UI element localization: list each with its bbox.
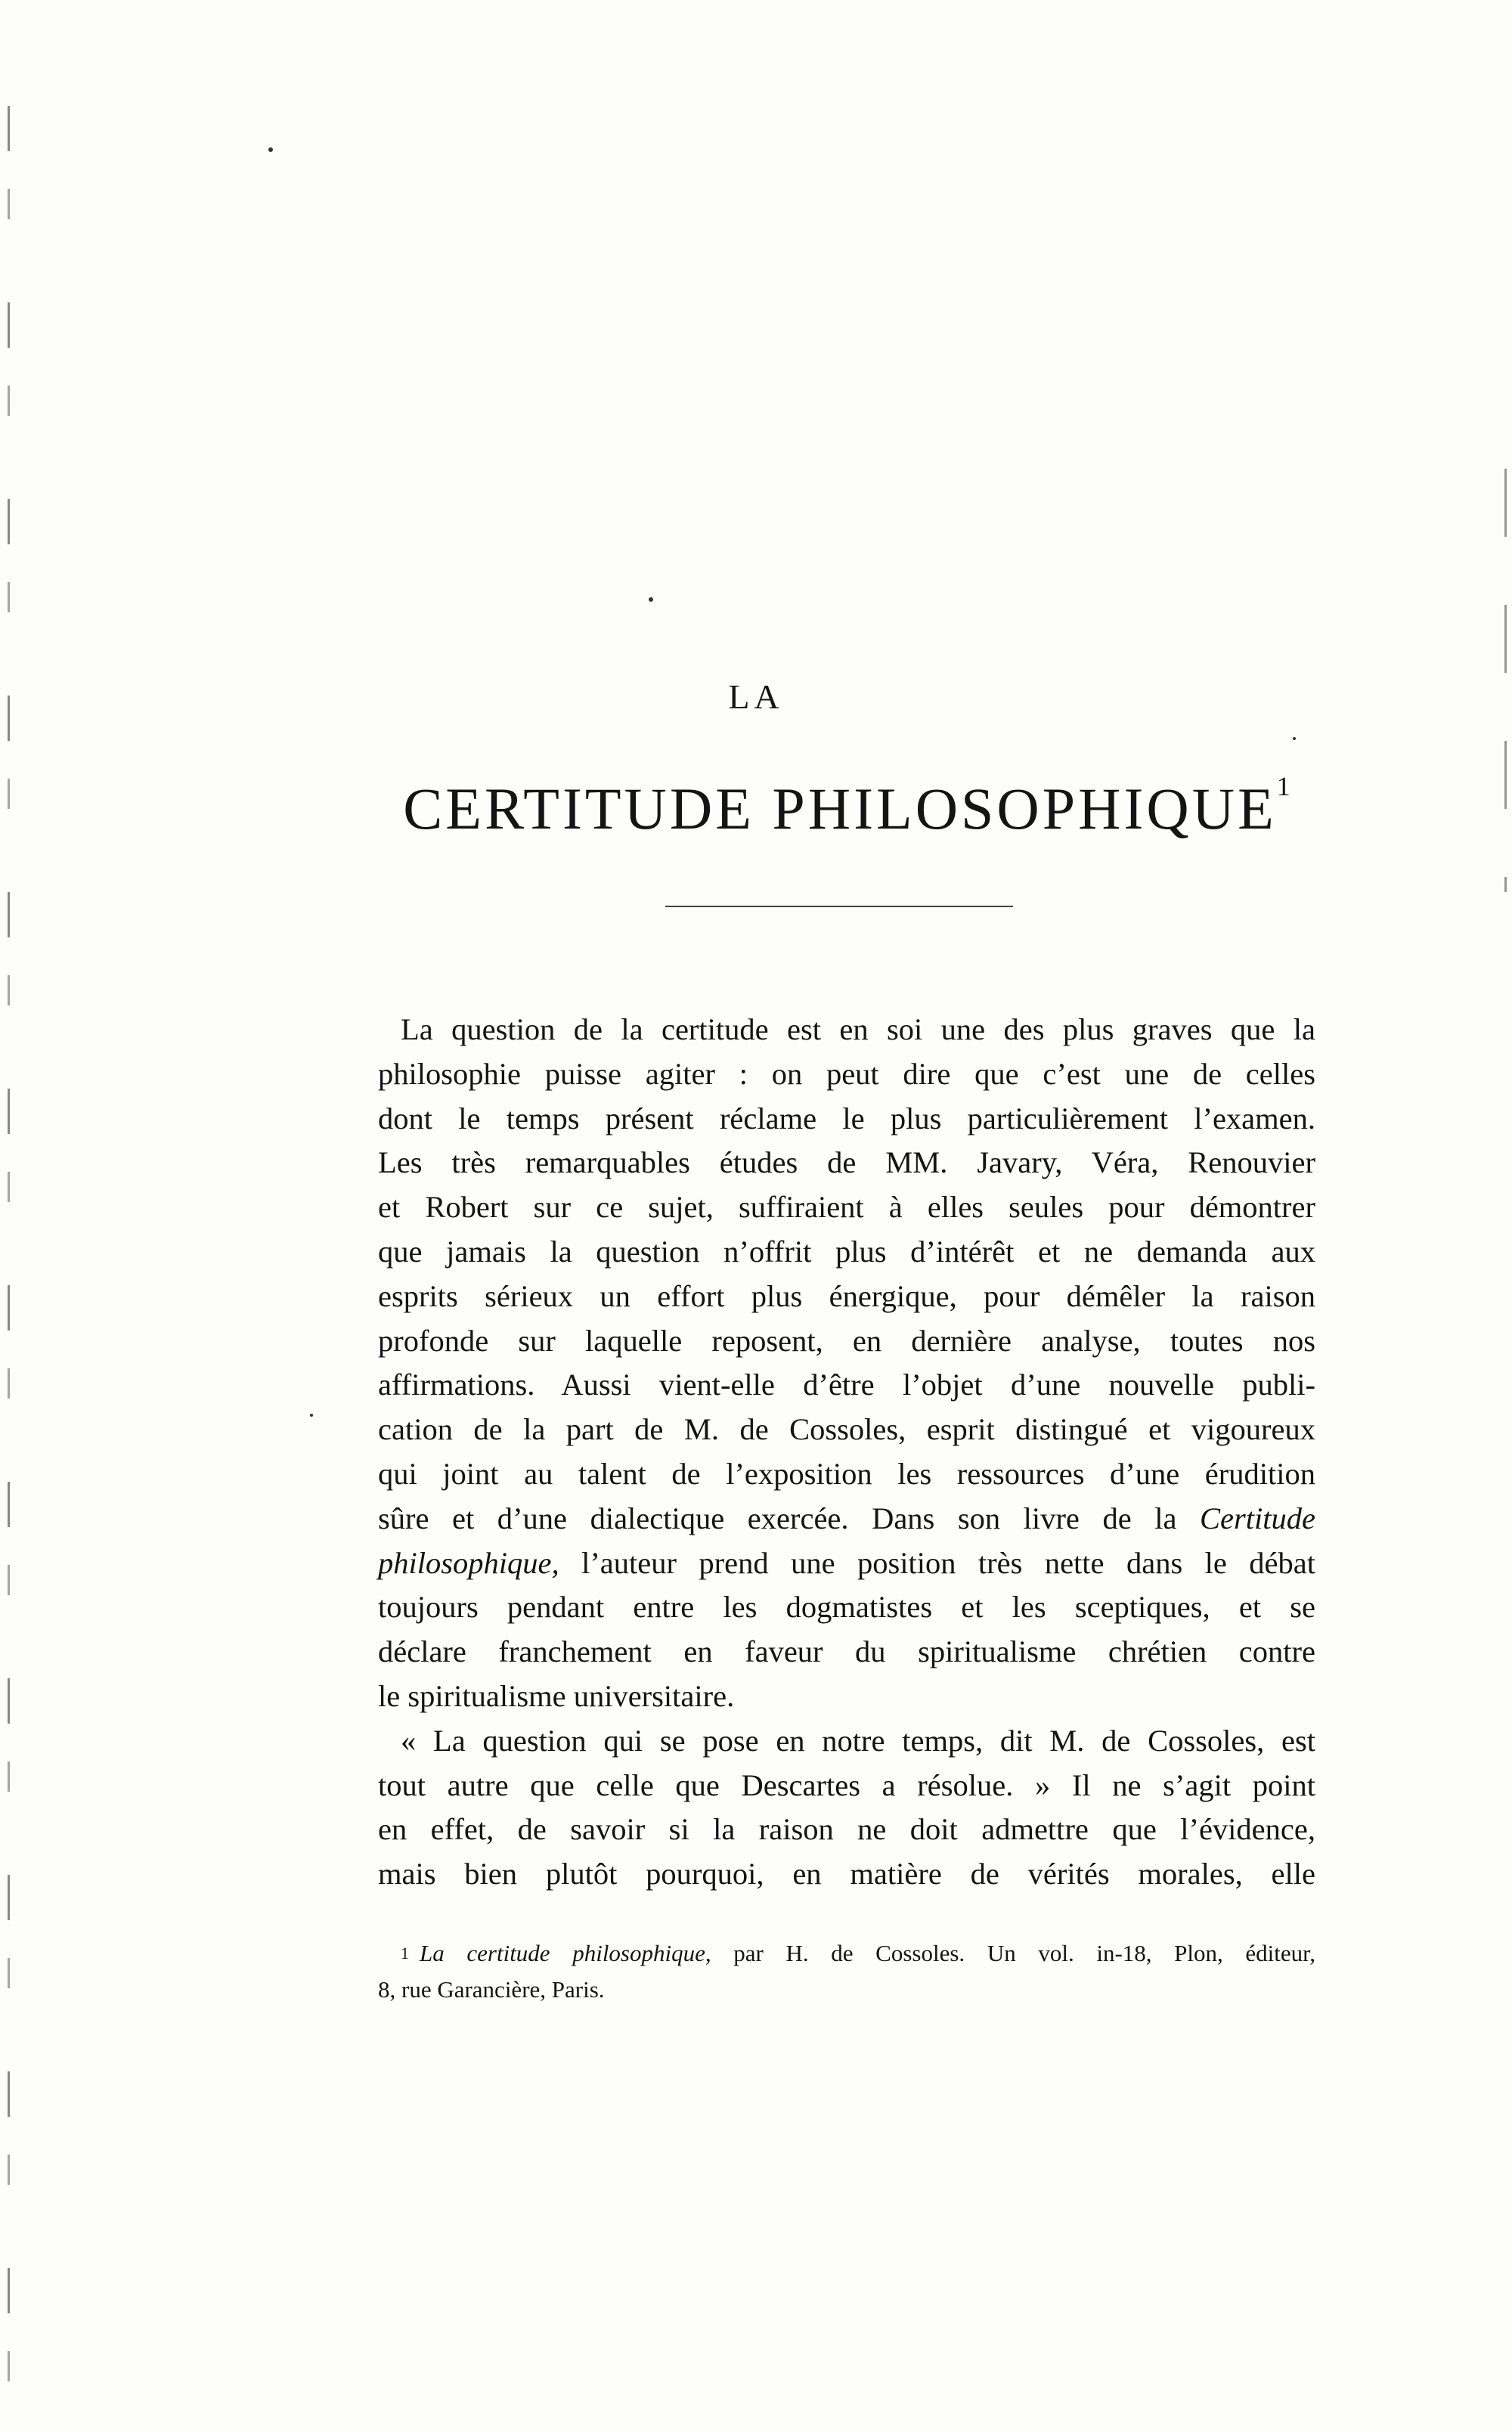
text-line: esprits sérieux un effort plus énergique, pour démêler la raison [378, 1278, 1315, 1313]
title-footnote-marker: 1 [1276, 771, 1290, 801]
scan-speck [649, 597, 653, 602]
text-line: qui joint au talent de l’exposition les ressources d’une érudition [378, 1456, 1315, 1491]
text-line: affirmations. Aussi vient-elle d’être l’objet d’une nouvelle publi- [378, 1368, 1315, 1402]
text-line: dont le temps présent réclame le plus particulièrement l’examen. [378, 1101, 1315, 1135]
footnote-marker: 1 [401, 1944, 409, 1963]
italic-book-title: Certitude [1200, 1501, 1316, 1535]
text-line: profonde sur laquelle reposent, en dernière analyse, toutes nos [378, 1323, 1315, 1358]
text-line: philosophie puisse agiter : on peut dire que c’est une de celles [378, 1056, 1315, 1091]
text-line: le spiritualisme universitaire. [378, 1678, 735, 1713]
text-segment: sûre et d’une dialectique exercée. Dans son livre de la [378, 1501, 1177, 1535]
footnote [378, 1935, 1315, 2008]
text-line: toujours pendant entre les dogmatistes et les sceptiques, et se [378, 1590, 1315, 1625]
text-line: cation de la part de M. de Cossoles, esprit distingué et vigoureux [378, 1412, 1315, 1447]
footnote-line [378, 1935, 1315, 1972]
scan-speck [310, 1414, 313, 1417]
text-line: mais bien plutôt pourquoi, en matière de vérités morales, elle [378, 1857, 1315, 1891]
footnote-line: 8, rue Garancière, Paris. [378, 1976, 605, 2003]
text-line: « La question qui se pose en notre temps, dit M. de Cossoles, est [401, 1723, 1315, 1758]
page-title-text: CERTITUDE PHILOSOPHIQUE [403, 776, 1277, 841]
text-line: et Robert sur ce sujet, suffiraient à elles seules pour démontrer [378, 1190, 1315, 1225]
text-segment: l’auteur prend une position très nette dans le débat [581, 1545, 1315, 1580]
footnote-text: par H. de Cossoles. Un vol. in-18, Plon, éditeur, [733, 1940, 1316, 1966]
text-line: La question de la certitude est en soi une des plus graves que la [401, 1012, 1315, 1046]
text-line [378, 1497, 1315, 1541]
scan-edge-left [8, 106, 10, 2412]
page-title [378, 771, 1315, 843]
italic-book-title: philosophique, [378, 1545, 559, 1580]
body-text [378, 1008, 1315, 1897]
text-line: en effet, de savoir si la raison ne doit admettre que l’évidence, [378, 1812, 1315, 1847]
running-title: LA [728, 677, 784, 716]
text-line: déclare franchement en faveur du spiritualisme chrétien contre [378, 1634, 1315, 1669]
footnote-italic-title: La certitude philosophique, [420, 1940, 711, 1966]
text-line: Les très remarquables études de MM. Javary, Véra, Renouvier [378, 1145, 1315, 1180]
title-rule [665, 906, 1013, 907]
scan-speck [268, 147, 273, 152]
scan-speck [1293, 737, 1296, 740]
text-line: tout autre que celle que Descartes a résolue. » Il ne s’agit point [378, 1767, 1315, 1802]
text-line [378, 1541, 1315, 1586]
text-line: que jamais la question n’offrit plus d’intérêt et ne demanda aux [378, 1234, 1315, 1269]
